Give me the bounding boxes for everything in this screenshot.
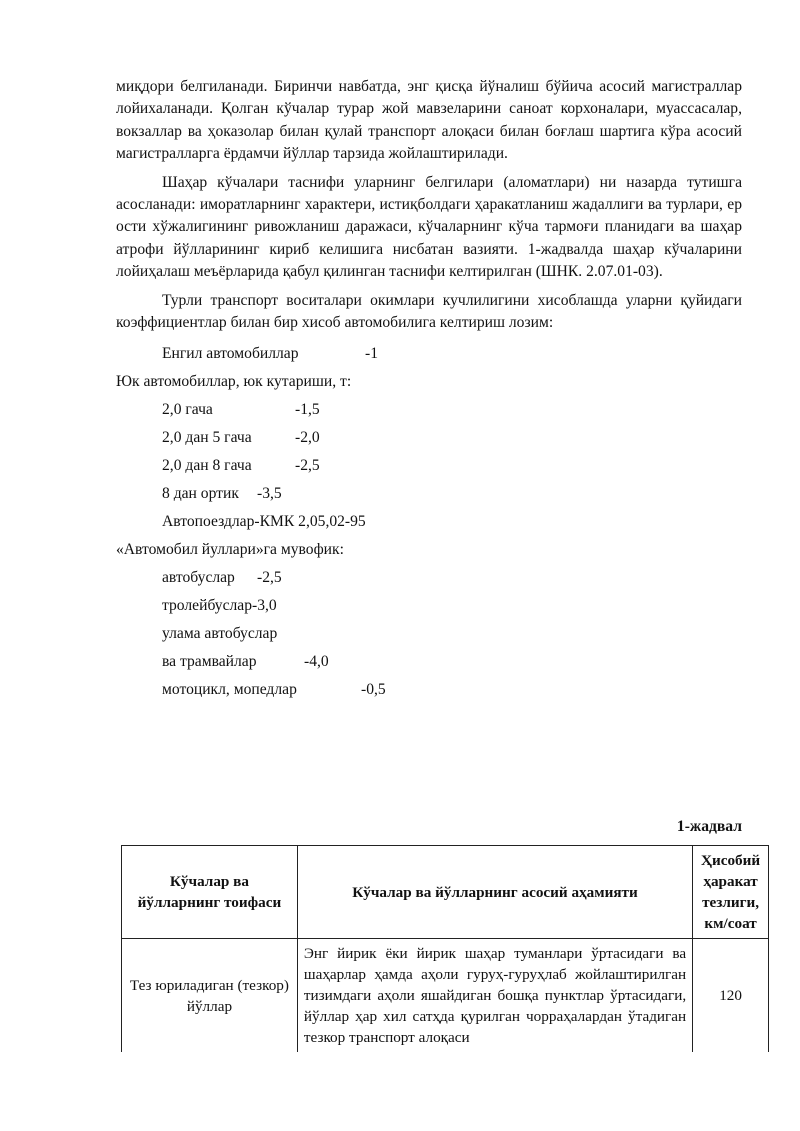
coef-value: -2,5 bbox=[295, 457, 320, 475]
coef-row-tram bbox=[116, 648, 742, 676]
coef-heading-roads bbox=[116, 536, 742, 564]
coef-row-cars bbox=[116, 340, 742, 368]
coef-label: 8 дан ортик bbox=[162, 485, 239, 503]
coef-label: Енгил автомобиллар bbox=[162, 345, 299, 363]
coef-value: -1,5 bbox=[295, 401, 320, 419]
coef-row-t2 bbox=[116, 424, 742, 452]
coef-row-t4 bbox=[116, 480, 742, 508]
coef-row-artic bbox=[116, 620, 742, 648]
coef-heading-trucks bbox=[116, 368, 742, 396]
coef-heading: «Автомобил йуллари»га мувофик: bbox=[116, 541, 344, 559]
coef-label: 2,0 гача bbox=[162, 401, 213, 419]
coef-value: -3,0 bbox=[252, 597, 277, 615]
table-header-row bbox=[122, 846, 769, 939]
coef-label: автобуслар bbox=[162, 569, 235, 587]
coef-label: Автопоездлар-КМК 2,05,02-95 bbox=[162, 513, 366, 531]
cell-category: Тез юриладиган (тезкор) йўллар bbox=[122, 939, 298, 1053]
road-category-table bbox=[121, 845, 769, 1052]
paragraph-2: Шаҳар кўчалари таснифи уларнинг белгилари (аломатлари) ни назарда тутишга асосланади: иморатларнинг характери, истиқболдаги ҳаракатланиш жадаллиги ва турлари, ер ости хўжалигининг ривожланиш даражаси, кўчаларнинг кўча тармоғи планидаги ва шаҳар атрофи йўлларининг кириб келишига нисбатан вазияти. 1-жадвалда шаҳар кўчаларини лойиҳалаш меъёрларида қабул қилинган таснифи келтирилган (ШНК. 2.07.01-03). bbox=[116, 173, 742, 281]
cell-purpose: Энг йирик ёки йирик шаҳар туманлари ўртасидаги ва шаҳарлар ҳамда аҳоли гуруҳ-гуруҳлаб жойлаштирилган тизимдаги аҳоли яшайдиган бошқа пунктлар ўртасидаги, йўллар ҳар хил сатҳда қурилган чорраҳалардан ўтадиган тезкор транспорт алоқаси bbox=[297, 939, 692, 1053]
body-text bbox=[116, 76, 742, 704]
coef-row-t3 bbox=[116, 452, 742, 480]
coef-label: улама автобуслар bbox=[162, 625, 278, 643]
coef-value: -2,0 bbox=[295, 429, 320, 447]
coef-row-autotrains bbox=[116, 508, 742, 536]
paragraph-1: миқдори белгиланади. Биринчи навбатда, энг қисқа йўналиш бўйича асосий магистраллар лойихаланади. Қолган кўчалар турар жой мавзеларини саноат корхоналари, муассасалар, вокзаллар ва ҳоказолар билан қулай транспорт алоқаси билан боғлаш шартига кўра асосий магистралларга ёрдамчи йўллар тарзида жойлаштирилади. bbox=[116, 78, 742, 163]
coef-row-t1 bbox=[116, 396, 742, 424]
header-purpose: Кўчалар ва йўлларнинг асосий аҳамияти bbox=[297, 846, 692, 939]
coef-label: мотоцикл, мопедлар bbox=[162, 681, 297, 699]
coef-value: -2,5 bbox=[257, 569, 282, 587]
coef-label: тролейбуслар bbox=[162, 597, 252, 615]
table-row bbox=[122, 939, 769, 1053]
coef-label: 2,0 дан 8 гача bbox=[162, 457, 252, 475]
coef-value: -0,5 bbox=[361, 681, 386, 699]
paragraph-3: Турли транспорт воситалари окимлари кучлилигини хисоблашда уларни қуйидаги коэффициентлар билан бир хисоб автомобилига келтириш лозим: bbox=[116, 291, 742, 332]
coef-label: ва трамвайлар bbox=[162, 653, 257, 671]
header-category: Кўчалар ва йўлларнинг тоифаси bbox=[122, 846, 298, 939]
cell-speed: 120 bbox=[693, 939, 769, 1053]
coef-heading: Юк автомобиллар, юк кутариши, т: bbox=[116, 373, 352, 391]
coef-value: -1 bbox=[365, 345, 378, 363]
coef-value: -3,5 bbox=[257, 485, 282, 503]
table-caption: 1-жадвал bbox=[676, 818, 742, 835]
coef-label: 2,0 дан 5 гача bbox=[162, 429, 252, 447]
coef-row-moto bbox=[116, 676, 742, 704]
header-speed: Ҳисобий ҳаракат тезлиги, км/соат bbox=[693, 846, 769, 939]
coef-row-trolley bbox=[116, 592, 742, 620]
coef-row-bus bbox=[116, 564, 742, 592]
coef-value: -4,0 bbox=[304, 653, 329, 671]
